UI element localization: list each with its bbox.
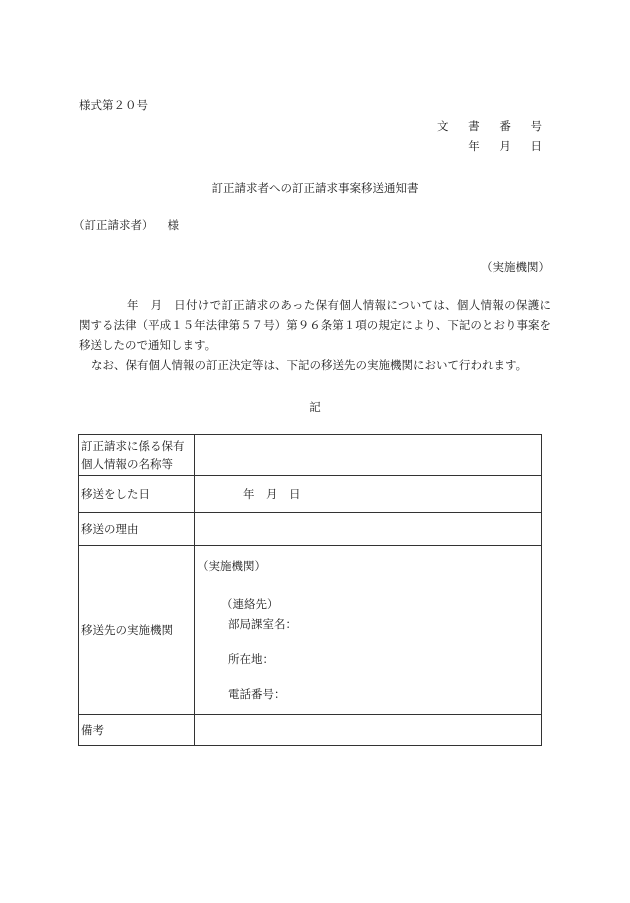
contact-heading: （連絡先） — [221, 596, 279, 611]
notice-body — [79, 295, 551, 375]
table-row — [79, 546, 542, 715]
info-name-value — [195, 435, 542, 476]
contact-department: 部局課室名： — [228, 616, 297, 631]
document-title: 訂正請求者への訂正請求事案移送通知書 — [211, 181, 419, 195]
addressee-honorific: 様 — [167, 218, 179, 232]
remarks-value — [195, 715, 542, 746]
destination-agency-label: 移送先の実施機関 — [79, 546, 195, 715]
document-number-label: 文 書 番 号 — [437, 119, 550, 133]
destination-agency-name: （実施機関） — [197, 558, 266, 573]
contact-phone: 電話番号： — [228, 687, 286, 702]
record-heading: 記 — [309, 400, 321, 414]
document-date-label: 年 月 日 — [468, 139, 550, 153]
transfer-reason-label: 移送の理由 — [79, 513, 195, 546]
addressee — [73, 217, 179, 233]
form-number: 様式第２０号 — [79, 98, 148, 112]
addressee-label: （訂正請求者） — [73, 218, 154, 232]
body-paragraph-2: なお、保有個人情報の訂正決定等は、下記の移送先の実施機関において行われます。 — [91, 358, 528, 372]
body-paragraph-1: 年 月 日付けで訂正請求のあった保有個人情報については、個人情報の保護に関する法律（平成１５年法律第５７号）第９６条第１項の規定により、下記のとおり事案を移送したので通知します。 — [79, 298, 551, 352]
table-row — [79, 476, 542, 513]
issuer-agency: （実施機関） — [481, 260, 550, 274]
remarks-label: 備考 — [79, 715, 195, 746]
transfer-date-label: 移送をした日 — [79, 476, 195, 513]
destination-agency-value — [195, 546, 542, 715]
transfer-date-value — [195, 476, 542, 513]
transfer-reason-value — [195, 513, 542, 546]
contact-block — [197, 596, 539, 702]
table-row — [79, 513, 542, 546]
transfer-date-placeholder: 年 月 日 — [243, 486, 301, 501]
details-table — [78, 434, 542, 746]
info-name-label: 訂正請求に係る保有個人情報の名称等 — [79, 435, 195, 476]
table-row — [79, 435, 542, 476]
contact-address: 所在地： — [228, 652, 274, 667]
table-row — [79, 715, 542, 746]
